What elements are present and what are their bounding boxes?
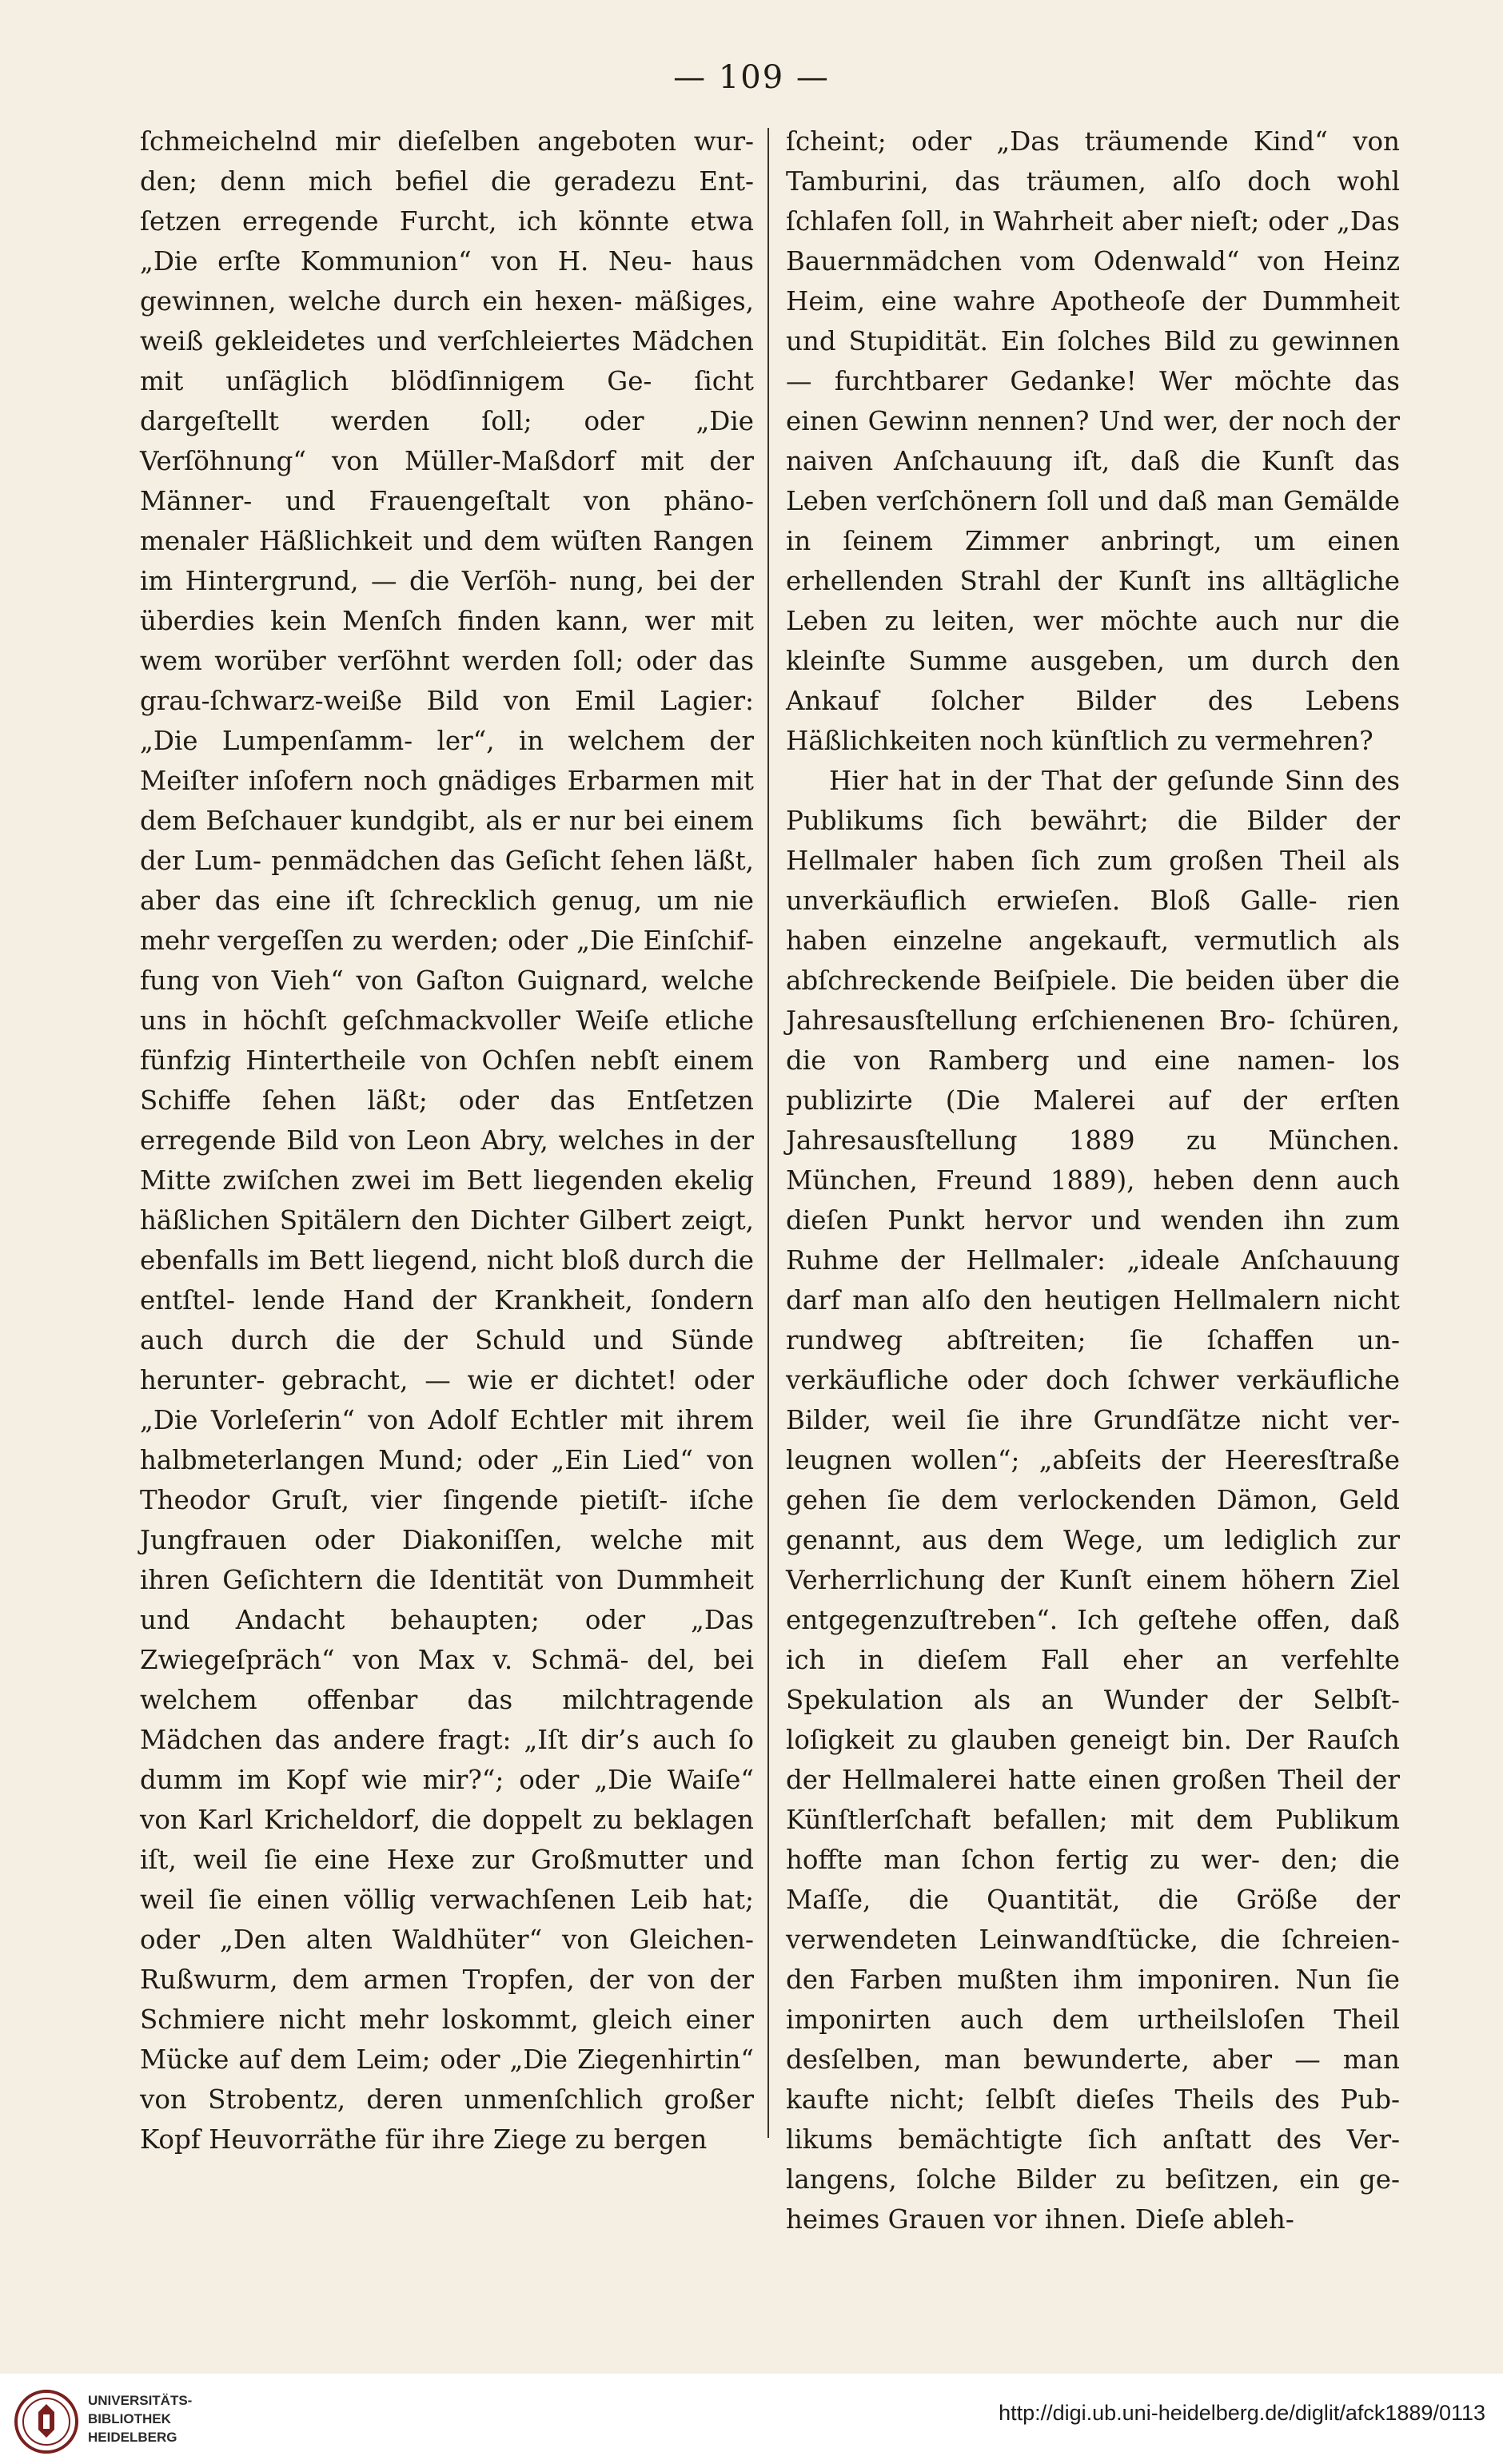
university-seal-icon: [13, 2388, 80, 2458]
page-number: — 109 —: [673, 59, 830, 96]
right-column: [786, 121, 1400, 2239]
permalink-url[interactable]: http://digi.ub.uni-heidelberg.de/diglit/afck1889/0113: [999, 2401, 1485, 2425]
column-divider: [767, 128, 769, 2138]
paragraph: Hier hat in der That der geſunde Sinn des Publikums ſich bewährt; die Bilder der Hellmaler haben ſich zum großen Theil als unverkäuflich erwieſen. Bloß Galle- rien haben einzelne angekauft, vermutlich als abſchreckende Beiſpiele. Die beiden über die Jahresausſtellung erſchienenen Bro- ſchüren, die von Ramberg und eine namen- los publizirte (Die Malerei auf der erſten Jahresausſtellung 1889 zu München. München, Freund 1889), heben denn auch dieſen Punkt hervor und wenden ihn zum Ruhme der Hellmaler: „ideale Anſchauung darf man alſo den heutigen Hellmalern nicht rundweg abſtreiten; ſie ſchaffen un- verkäufliche oder doch ſchwer verkäufliche Bilder, weil ſie ihre Grundſätze nicht ver- leugnen wollen“; „abſeits der Heeresſtraße gehen ſie dem verlockenden Dämon, Geld genannt, aus dem Wege, um lediglich zur Verherrlichung der Kunſt einem höhern Ziel entgegenzuſtreben“. Ich geſtehe offen, daß ich in dieſem Fall eher an verfehlte Spekulation als an Wunder der Selbſt- loſigkeit zu glauben geneigt bin. Der Rauſch der Hellmalerei hatte einen großen Theil der Künſtlerſchaft befallen; mit dem Publikum hoffte man ſchon fertig zu wer- den; die Maſſe, die Quantität, die Größe der verwendeten Leinwandſtücke, die ſchreien- den Farben mußten ihm imponiren. Nun ſie imponirten auch dem urtheilsloſen Theil desſelben, man bewunderte, aber — man kaufte nicht; ſelbſt dieſes Theils des Pub- likums bemächtigte ſich anſtatt des Ver- langens, ſolche Bilder zu beſitzen, ein ge- heimes Grauen vor ihnen. Dieſe ableh-: [786, 766, 1400, 2235]
left-column: [140, 121, 754, 2159]
library-name: UNIVERSITÄTS- BIBLIOTHEK HEIDELBERG: [88, 2393, 193, 2445]
paragraph: ſcheint; oder „Das träumende Kind“ von Tamburini, das träumen, alſo doch wohl ſchlafen ſoll, in Wahrheit aber nieſt; oder „Das Bauernmädchen vom Odenwald“ von Heinz Heim, eine wahre Apotheoſe der Dummheit und Stupidität. Ein ſolches Bild zu gewinnen — furchtbarer Gedanke! Wer möchte das einen Gewinn nennen? Und wer, der noch der naiven Anſchauung iſt, daß die Kunſt das Leben verſchönern ſoll und daß man Gemälde in ſeinem Zimmer anbringt, um einen erhellenden Strahl der Kunſt ins alltägliche Leben zu leiten, wer möchte auch nur die kleinſte Summe ausgeben, um durch den Ankauf ſolcher Bilder des Lebens Häßlichkeiten noch künſtlich zu vermehren?: [786, 126, 1400, 756]
paragraph: ſchmeichelnd mir dieſelben angeboten wur- den; denn mich befiel die geradezu Ent- ſetzen erregende Furcht, ich könnte etwa „Die erſte Kommunion“ von H. Neu- haus gewinnen, welche durch ein hexen- mäßiges, weiß gekleidetes und verſchleiertes Mädchen mit unſäglich blödſinnigem Ge- ſicht dargeſtellt werden ſoll; oder „Die Verſöhnung“ von Müller-Maßdorf mit der Männer- und Frauengeſtalt von phäno- menaler Häßlichkeit und dem wüſten Rangen im Hintergrund, — die Verſöh- nung, bei der überdies kein Menſch finden kann, wer mit wem worüber verſöhnt werden ſoll; oder das grau-ſchwarz-weiße Bild von Emil Lagier: „Die Lumpenſamm- ler“, in welchem der Meiſter inſofern noch gnädiges Erbarmen mit dem Beſchauer kundgibt, als er nur bei einem der Lum- penmädchen das Geſicht ſehen läßt, aber das eine iſt ſchrecklich genug, um nie mehr vergeſſen zu werden; oder „Die Einſchif- fung von Vieh“ von Gaſton Guignard, welche uns in höchſt geſchmackvoller Weiſe etliche fünfzig Hintertheile von Ochſen nebſt einem Schiffe ſehen läßt; oder das Entſetzen erregende Bild von Leon Abry, welches in der Mitte zwiſchen zwei im Bett liegenden ekelig häßlichen Spitälern den Dichter Gilbert zeigt, ebenfalls im Bett liegend, nicht bloß durch die entſtel- lende Hand der Krankheit, ſondern auch durch die der Schuld und Sünde herunter- gebracht, — wie er dichtet! oder „Die Vorleſerin“ von Adolf Echtler mit ihrem halbmeterlangen Mund; oder „Ein Lied“ von Theodor Gruſt, vier ſingende pietiſt- iſche Jungfrauen oder Diakoniſſen, welche mit ihren Geſichtern die Identität von Dummheit und Andacht behaupten; oder „Das Zwiegeſpräch“ von Max v. Schmä- del, bei welchem offenbar das milchtragende Mädchen das andere fragt: „Iſt dir’s auch ſo dumm im Kopf wie mir?“; oder „Die Waiſe“ von Karl Kricheldorf, die doppelt zu beklagen iſt, weil ſie eine Hexe zur Großmutter und weil ſie einen völlig verwachſenen Leib hat; oder „Den alten Waldhüter“ von Gleichen-Rußwurm, dem armen Tropfen, der von der Schmiere nicht mehr loskommt, gleich einer Mücke auf dem Leim; oder „Die Ziegenhirtin“ von Strobentz, deren unmenſchlich großer Kopf Heuvorräthe für ihre Ziege zu bergen: [140, 126, 754, 2155]
